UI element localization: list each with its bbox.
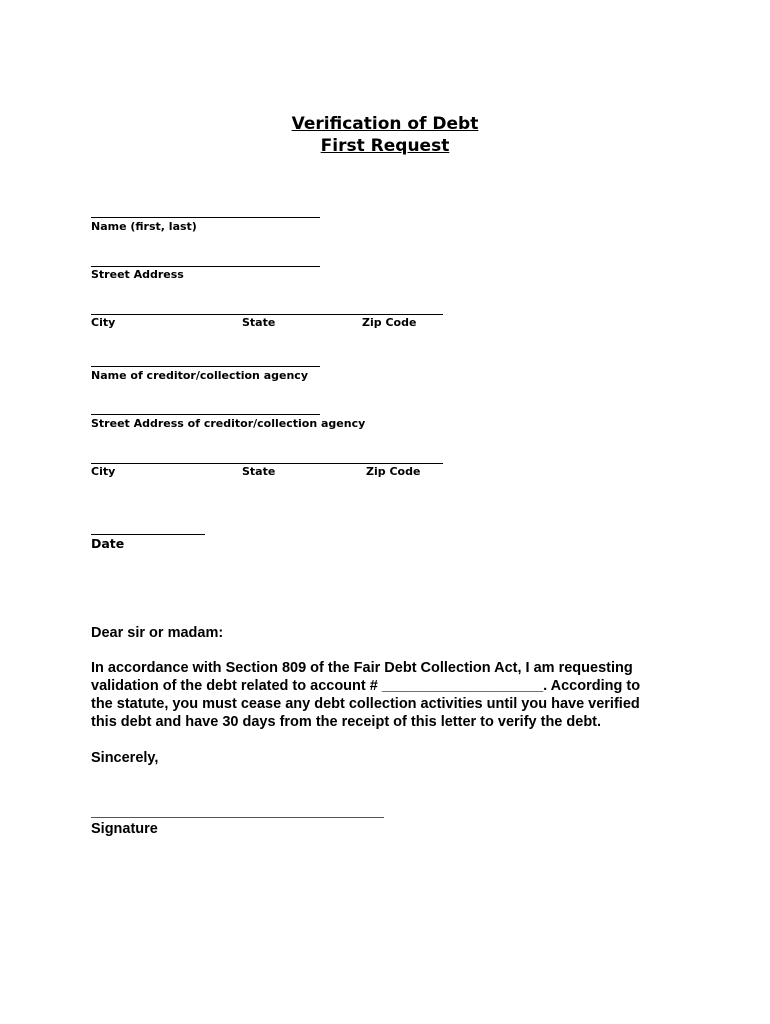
creditor-name-line[interactable] — [91, 366, 320, 367]
name-label: Name (first, last) — [91, 220, 197, 233]
document-title: Verification of Debt — [291, 114, 479, 134]
document-subtitle: First Request — [320, 136, 450, 156]
paragraph-line: validation of the debt related to account # ____________________. According to — [91, 678, 641, 694]
creditor-street-line[interactable] — [91, 414, 320, 415]
creditor-zip-code-label: Zip Code — [366, 465, 421, 478]
signature-line[interactable] — [91, 817, 384, 818]
street-address-line[interactable] — [91, 266, 320, 267]
date-label: Date — [91, 536, 125, 551]
creditor-state-label: State — [242, 465, 276, 478]
letter-paragraph — [91, 659, 691, 731]
zip-code-label: Zip Code — [362, 316, 417, 329]
paragraph-line: the statute, you must cease any debt collection activities until you have verified — [91, 696, 640, 712]
salutation: Dear sir or madam: — [91, 625, 224, 641]
street-address-label: Street Address — [91, 268, 184, 281]
city-state-zip-line[interactable] — [91, 314, 443, 315]
creditor-name-label: Name of creditor/collection agency — [91, 369, 308, 382]
creditor-street-label: Street Address of creditor/collection agency — [91, 417, 366, 430]
name-line[interactable] — [91, 217, 320, 218]
signature-label: Signature — [91, 821, 158, 837]
paragraph-line: In accordance with Section 809 of the Fair Debt Collection Act, I am requesting — [91, 660, 633, 676]
creditor-city-label: City — [91, 465, 116, 478]
paragraph-line: this debt and have 30 days from the receipt of this letter to verify the debt. — [91, 714, 602, 730]
closing: Sincerely, — [91, 750, 159, 766]
state-label: State — [242, 316, 276, 329]
creditor-city-state-zip-line[interactable] — [91, 463, 443, 464]
date-line[interactable] — [91, 534, 205, 535]
city-label: City — [91, 316, 116, 329]
